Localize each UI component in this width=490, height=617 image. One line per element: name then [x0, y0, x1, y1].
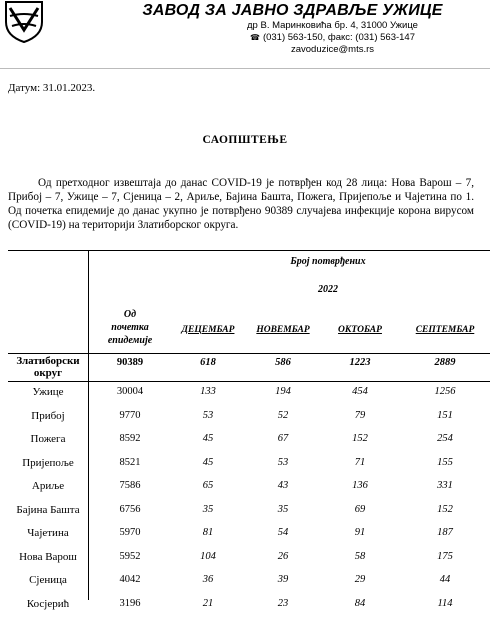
table-row: Чајетина 5970 81 54 91 187	[27, 527, 453, 539]
table-row: Ариље 7586 65 43 136 331	[31, 480, 453, 492]
year-header: 2022	[318, 284, 338, 295]
table-row: Сјеница 4042 36 39 29 44	[29, 574, 451, 586]
table-row: Нова Варош 5952 104 26 58 175	[19, 550, 453, 563]
table-row: Косјерић 3196 21 23 84 114	[26, 597, 453, 610]
table-row: Бајина Башта 6756 35 35 69 152	[16, 503, 453, 516]
address-line: др В. Маринковића бр. 4, 31000 Ужице	[247, 20, 418, 31]
group-header: Број потврђених	[290, 256, 366, 267]
table-top-border	[8, 250, 490, 251]
letterhead	[60, 0, 485, 56]
institution-name: ЗАВОД ЗА ЈАВНО ЗДРАВЉЕ УЖИЦЕ	[142, 2, 443, 19]
month-header-october: ОКТОБАР	[338, 325, 382, 335]
document-date: Датум: 31.01.2023.	[8, 82, 96, 94]
header-divider	[0, 68, 490, 69]
region-total-row: Златиборски округ 90389 618 586 1223 2889	[16, 355, 456, 379]
month-header-september: СЕПТЕМБАР	[415, 325, 475, 335]
table-row: Ужице 30004 133 194 454 1256	[32, 386, 456, 398]
month-header-december: ДЕЦЕМБАР	[181, 325, 235, 335]
email-line: zavoduzice@mts.rs	[290, 44, 375, 55]
month-header-november: НОВЕМБАР	[256, 325, 310, 335]
institute-logo	[2, 0, 46, 44]
table-row: Прибој 9770 53 52 79 151	[31, 409, 453, 422]
header-bottom-border	[8, 353, 490, 354]
phone-line: ☎ (031) 563-150, факс: (031) 563-147	[249, 32, 415, 43]
phone-icon: ☎	[249, 33, 260, 42]
cases-table	[8, 250, 490, 610]
table-row: Пожега 8592 45 67 152 254	[30, 433, 453, 445]
announcement-text: Од претходног извештаја до данас COVID-19 је потврђен код 28 лица: Нова Варош – 7, Прибој – 7, Ужице – 7, Сјеница – 2, Ариље, Бајина Башта, Пожега, Пријепоље и Чајетина по 1. Од почетка епидемије до данас укупно је потврђено 90389 случајева инфекције корона вирусом (COVID-19) на територији Златиборског округа.	[8, 177, 474, 231]
document-title: САОПШТЕЊЕ	[202, 134, 288, 146]
since-start-header: Од почетка епидемије	[107, 309, 153, 346]
table-row: Пријепоље 8521 45 53 71 155	[22, 456, 453, 469]
